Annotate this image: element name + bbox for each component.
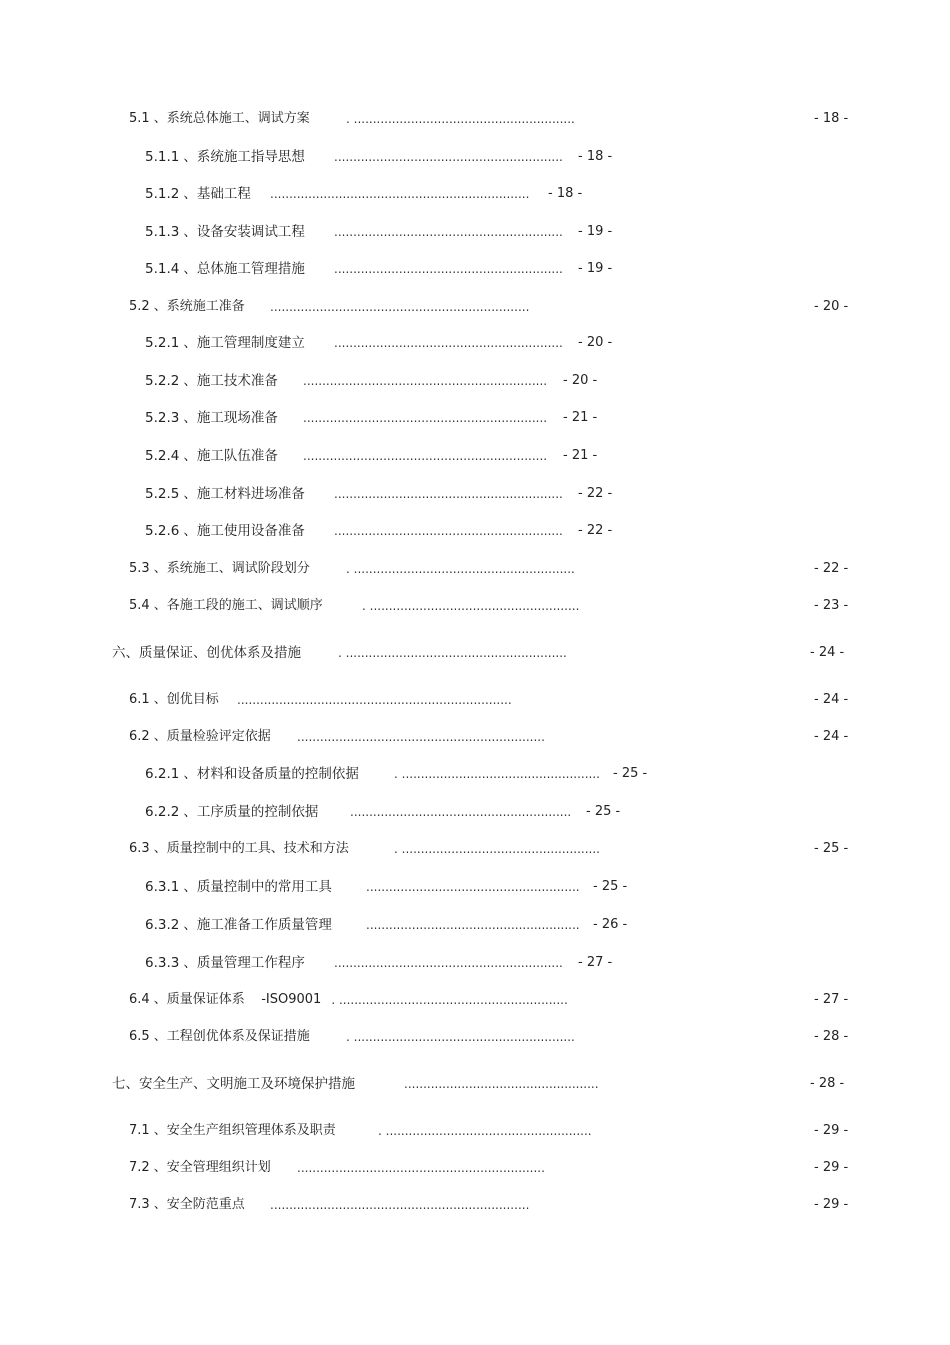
toc-entry-leader: ........................................................ bbox=[366, 880, 580, 894]
toc-entry-leader: . .......................................................... bbox=[346, 1030, 575, 1044]
toc-entry-title: 、质量控制中的工具、技术和方法 bbox=[153, 841, 349, 856]
toc-entry-title: 、施工技术准备 bbox=[183, 373, 278, 389]
toc-entry-title: 、系统总体施工、调试方案 bbox=[153, 111, 310, 126]
toc-entry-title: 、材料和设备质量的控制依据 bbox=[183, 766, 359, 782]
toc-entry-number: 5.1.2 bbox=[145, 186, 180, 202]
toc-entry[interactable] bbox=[0, 521, 950, 541]
toc-entry-number: 5.3 bbox=[129, 561, 150, 576]
toc-entry-page: - 28 - bbox=[810, 1076, 845, 1091]
toc-entry-page: - 25 - bbox=[613, 766, 648, 781]
toc-entry-title: 、基础工程 bbox=[183, 186, 251, 202]
toc-entry-number: 7.2 bbox=[129, 1160, 150, 1175]
toc-entry-page: - 29 - bbox=[814, 1197, 849, 1212]
toc-entry-title: 、系统施工、调试阶段划分 bbox=[153, 561, 310, 576]
toc-entry-leader: ............................................................ bbox=[334, 262, 563, 276]
toc-entry-title: 、设备安装调试工程 bbox=[183, 224, 305, 240]
toc-entry-number: 5.2.3 bbox=[145, 410, 180, 426]
toc-entry[interactable] bbox=[0, 596, 950, 616]
toc-entry-number: 6.3.1 bbox=[145, 879, 180, 895]
toc-entry-title: 、施工队伍准备 bbox=[183, 448, 278, 464]
toc-entry-page: - 27 - bbox=[578, 955, 613, 970]
toc-entry-title: 、总体施工管理措施 bbox=[183, 261, 305, 277]
toc-entry-page: - 27 - bbox=[814, 992, 849, 1007]
toc-entry-page: - 20 - bbox=[563, 373, 598, 388]
toc-entry-number: 6.3 bbox=[129, 841, 150, 856]
toc-entry-leader: ................................................................ bbox=[303, 449, 548, 463]
toc-entry-leader: . .................................................... bbox=[394, 842, 600, 856]
toc-entry-number: 六、 bbox=[112, 645, 139, 661]
toc-entry-title: 、质量控制中的常用工具 bbox=[183, 879, 332, 895]
toc-entry-title: 质量保证、创优体系及措施 bbox=[139, 645, 301, 661]
toc-entry-page: - 24 - bbox=[814, 692, 849, 707]
toc-entry-page: - 24 - bbox=[810, 645, 845, 660]
toc-entry-page: - 26 - bbox=[593, 917, 628, 932]
toc-entry-page: - 25 - bbox=[586, 804, 621, 819]
toc-entry-leader: ........................................................................ bbox=[237, 693, 512, 707]
toc-entry-number: 5.1.1 bbox=[145, 149, 180, 165]
toc-entry[interactable] bbox=[0, 222, 950, 242]
toc-entry[interactable] bbox=[0, 446, 950, 466]
toc-entry[interactable] bbox=[0, 184, 950, 204]
toc-entry-leader: ................................................................ bbox=[303, 374, 548, 388]
toc-entry[interactable] bbox=[0, 915, 950, 935]
toc-entry-title: 、施工准备工作质量管理 bbox=[183, 917, 332, 933]
toc-entry-title: 、工序质量的控制依据 bbox=[183, 804, 319, 820]
toc-entry-number: 5.2.2 bbox=[145, 373, 180, 389]
toc-entry-page: - 28 - bbox=[814, 1029, 849, 1044]
toc-entry[interactable] bbox=[0, 109, 950, 129]
toc-entry-leader: . ....................................................... bbox=[362, 599, 580, 613]
toc-entry-page: - 19 - bbox=[578, 261, 613, 276]
toc-entry[interactable] bbox=[0, 1158, 950, 1178]
toc-entry-page: - 18 - bbox=[814, 111, 849, 126]
toc-entry[interactable] bbox=[0, 1027, 950, 1047]
toc-entry-page: - 20 - bbox=[814, 299, 849, 314]
toc-entry-page: - 21 - bbox=[563, 448, 598, 463]
toc-entry-title: 安全生产、文明施工及环境保护措施 bbox=[139, 1076, 355, 1092]
toc-entry-number: 5.2 bbox=[129, 299, 150, 314]
toc-entry[interactable] bbox=[0, 839, 950, 859]
toc-entry-page: - 25 - bbox=[593, 879, 628, 894]
toc-entry[interactable] bbox=[0, 953, 950, 973]
toc-entry-number: 5.2.6 bbox=[145, 523, 180, 539]
toc-entry[interactable] bbox=[0, 559, 950, 579]
toc-entry-title: 、安全生产组织管理体系及职责 bbox=[153, 1123, 336, 1138]
toc-entry-page: - 22 - bbox=[578, 523, 613, 538]
toc-entry-leader: ............................................................ bbox=[334, 225, 563, 239]
toc-entry[interactable] bbox=[0, 643, 950, 663]
toc-entry-leader: .................................................................... bbox=[270, 1198, 530, 1212]
toc-entry[interactable] bbox=[0, 259, 950, 279]
toc-entry[interactable] bbox=[0, 727, 950, 747]
toc-entry-title: 、质量管理工作程序 bbox=[183, 955, 305, 971]
toc-entry-title: 、安全防范重点 bbox=[153, 1197, 245, 1212]
toc-entry-number: 5.1 bbox=[129, 111, 150, 126]
toc-entry-number: 5.1.3 bbox=[145, 224, 180, 240]
toc-entry-title: 、质量保证体系 -ISO9001 bbox=[153, 992, 322, 1007]
toc-entry-leader: ............................................................ bbox=[334, 336, 563, 350]
toc-entry-number: 七、 bbox=[112, 1076, 139, 1092]
toc-entry-leader: ................................................... bbox=[404, 1077, 599, 1091]
toc-entry-page: - 25 - bbox=[814, 841, 849, 856]
toc-entry-number: 5.1.4 bbox=[145, 261, 180, 277]
toc-entry[interactable] bbox=[0, 764, 950, 784]
toc-entry[interactable] bbox=[0, 690, 950, 710]
toc-entry-leader: . ...................................................... bbox=[378, 1124, 592, 1138]
toc-entry-number: 6.2.1 bbox=[145, 766, 180, 782]
toc-entry-leader: ............................................................ bbox=[334, 150, 563, 164]
toc-entry[interactable] bbox=[0, 371, 950, 391]
toc-entry-title: 、质量检验评定依据 bbox=[153, 729, 271, 744]
toc-entry-title: 、施工材料进场准备 bbox=[183, 486, 305, 502]
toc-entry-title: 、系统施工准备 bbox=[153, 299, 245, 314]
toc-entry-number: 6.2 bbox=[129, 729, 150, 744]
toc-entry[interactable] bbox=[0, 333, 950, 353]
toc-entry-leader: ................................................................. bbox=[297, 730, 545, 744]
toc-entry-leader: . .......................................................... bbox=[338, 646, 567, 660]
toc-entry-number: 6.3.3 bbox=[145, 955, 180, 971]
toc-entry[interactable] bbox=[0, 408, 950, 428]
toc-entry-number: 5.2.1 bbox=[145, 335, 180, 351]
toc-entry-leader: . .................................................... bbox=[394, 767, 600, 781]
toc-entry-number: 5.4 bbox=[129, 598, 150, 613]
toc-entry-page: - 19 - bbox=[578, 224, 613, 239]
toc-entry[interactable] bbox=[0, 147, 950, 167]
toc-entry-title: 、施工管理制度建立 bbox=[183, 335, 305, 351]
toc-entry-page: - 29 - bbox=[814, 1160, 849, 1175]
toc-entry-leader: .................................................................... bbox=[270, 300, 530, 314]
toc-entry-leader: .................................................................... bbox=[270, 187, 530, 201]
toc-entry-title: 、系统施工指导思想 bbox=[183, 149, 305, 165]
toc-entry-number: 6.5 bbox=[129, 1029, 150, 1044]
toc-entry-leader: . .......................................................... bbox=[346, 112, 575, 126]
toc-entry-leader: . ............................................................ bbox=[331, 993, 568, 1007]
toc-entry-page: - 20 - bbox=[578, 335, 613, 350]
toc-entry-page: - 18 - bbox=[578, 149, 613, 164]
toc-entry-title: 、各施工段的施工、调试顺序 bbox=[153, 598, 323, 613]
toc-entry-title: 、创优目标 bbox=[153, 692, 219, 707]
toc-entry[interactable] bbox=[0, 990, 950, 1010]
toc-entry-title: 、施工使用设备准备 bbox=[183, 523, 305, 539]
toc-entry-number: 7.3 bbox=[129, 1197, 150, 1212]
toc-entry[interactable] bbox=[0, 1121, 950, 1141]
toc-entry-title: 、工程创优体系及保证措施 bbox=[153, 1029, 310, 1044]
toc-entry-leader: . .......................................................... bbox=[346, 562, 575, 576]
toc-entry-number: 6.3.2 bbox=[145, 917, 180, 933]
toc-entry[interactable] bbox=[0, 484, 950, 504]
toc-entry[interactable] bbox=[0, 1074, 950, 1094]
toc-entry-page: - 18 - bbox=[548, 186, 583, 201]
toc-entry-page: - 24 - bbox=[814, 729, 849, 744]
toc-entry-leader: ............................................................ bbox=[334, 487, 563, 501]
toc-entry-page: - 21 - bbox=[563, 410, 598, 425]
toc-entry-leader: ................................................................ bbox=[303, 411, 548, 425]
toc-entry-number: 6.4 bbox=[129, 992, 150, 1007]
toc-entry-leader: ................................................................. bbox=[297, 1161, 545, 1175]
toc-entry-leader: ........................................................ bbox=[366, 918, 580, 932]
toc-entry-page: - 22 - bbox=[814, 561, 849, 576]
toc-entry[interactable] bbox=[0, 802, 950, 822]
toc-entry-title: 、安全管理组织计划 bbox=[153, 1160, 271, 1175]
toc-entry-number: 5.2.5 bbox=[145, 486, 180, 502]
toc-entry[interactable] bbox=[0, 297, 950, 317]
toc-entry-number: 6.2.2 bbox=[145, 804, 180, 820]
toc-entry-leader: ............................................................ bbox=[334, 956, 563, 970]
toc-entry-leader: ............................................................ bbox=[334, 524, 563, 538]
toc-entry-title: 、施工现场准备 bbox=[183, 410, 278, 426]
toc-entry-page: - 29 - bbox=[814, 1123, 849, 1138]
toc-entry[interactable] bbox=[0, 1195, 950, 1215]
toc-entry-number: 7.1 bbox=[129, 1123, 150, 1138]
toc-entry[interactable] bbox=[0, 877, 950, 897]
toc-entry-leader: .......................................................... bbox=[350, 805, 572, 819]
toc-entry-number: 6.1 bbox=[129, 692, 150, 707]
toc-entry-page: - 23 - bbox=[814, 598, 849, 613]
toc-entry-page: - 22 - bbox=[578, 486, 613, 501]
toc-entry-number: 5.2.4 bbox=[145, 448, 180, 464]
